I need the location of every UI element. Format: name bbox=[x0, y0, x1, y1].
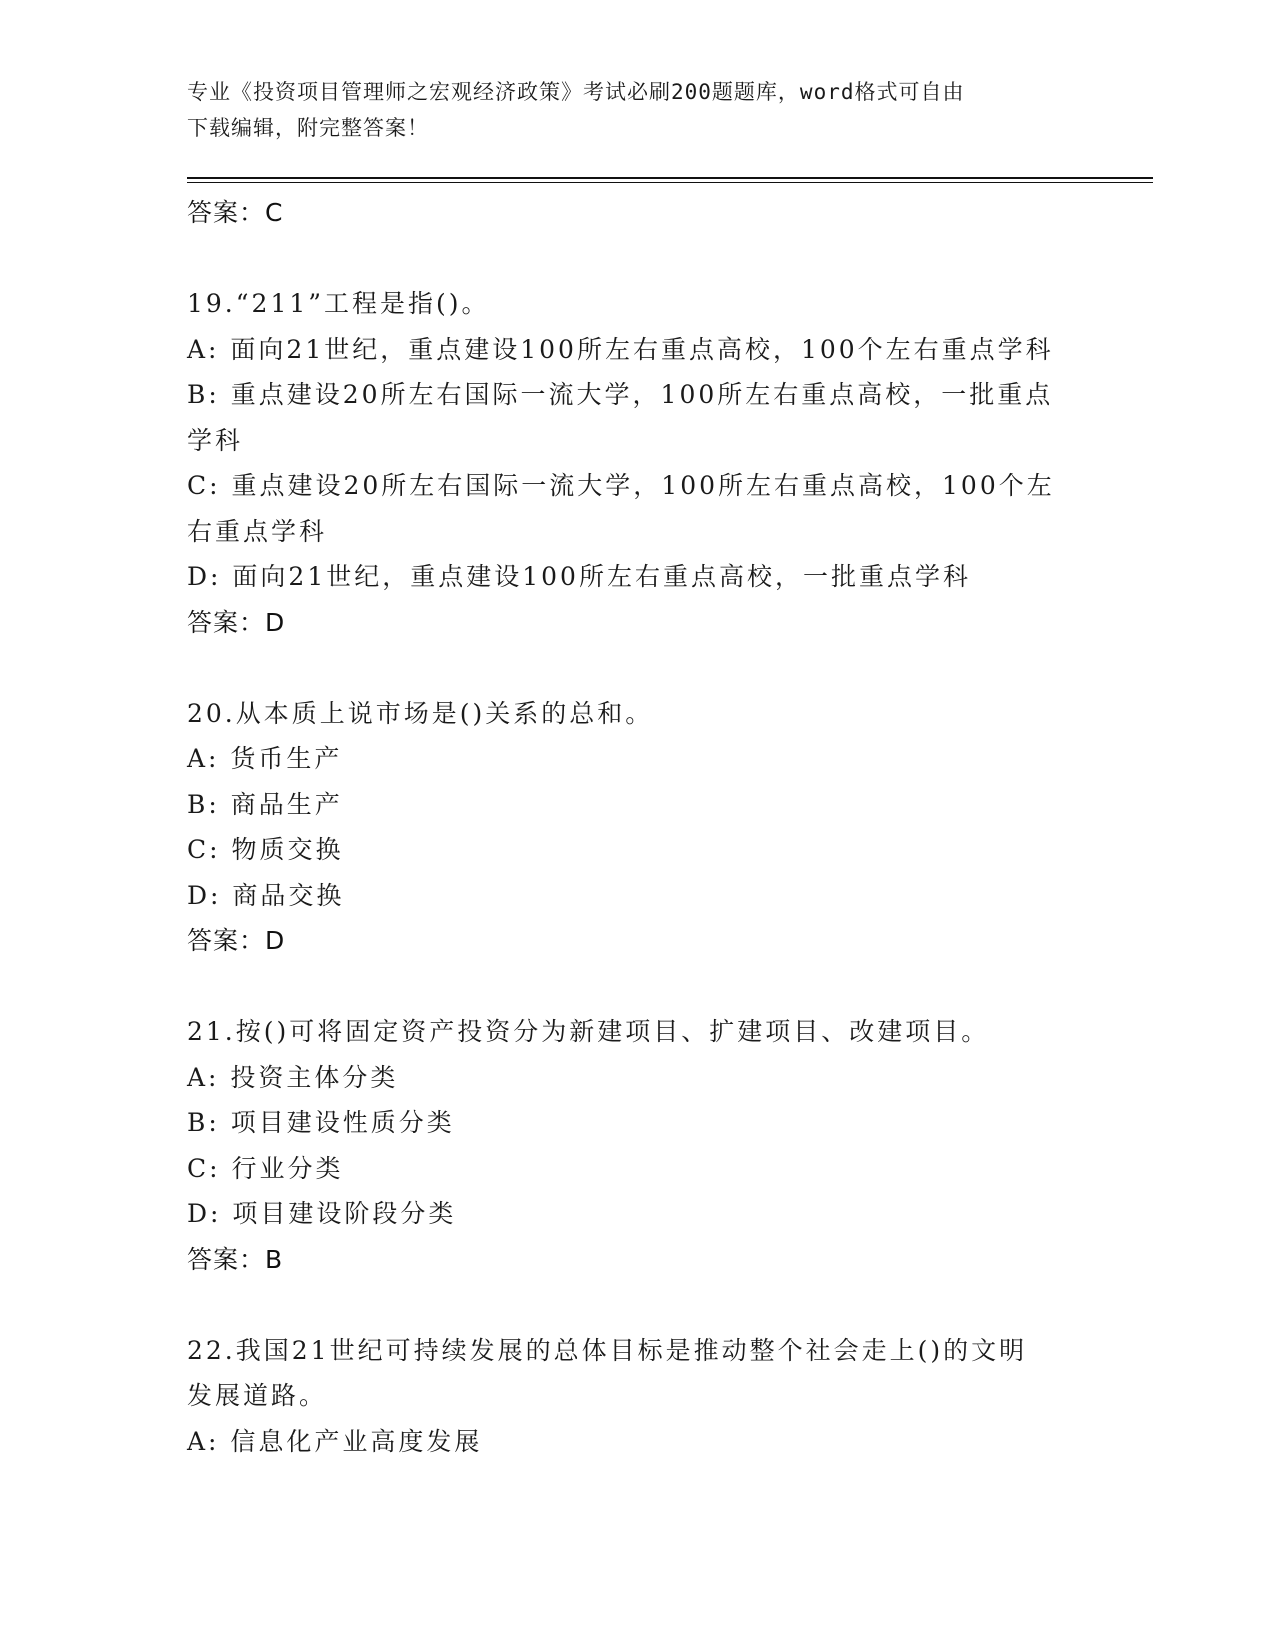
option-d: D: 商品交换 bbox=[187, 880, 345, 910]
answer-line: 答案：D bbox=[187, 926, 286, 955]
question-stem: 22.我国21世纪可持续发展的总体目标是推动整个社会走上()的文明 bbox=[187, 1335, 1028, 1365]
option-d: D: 面向21世纪，重点建设100所左右重点高校，一批重点学科 bbox=[187, 562, 971, 591]
document-header bbox=[187, 74, 1067, 146]
question-stem: 19.“211”工程是指()。 bbox=[187, 289, 490, 318]
option-a: A: 投资主体分类 bbox=[187, 1062, 399, 1092]
option-b: B: 项目建设性质分类 bbox=[187, 1108, 455, 1137]
option-c-continued: 右重点学科 bbox=[187, 516, 328, 546]
option-a: A: 货币生产 bbox=[187, 744, 343, 773]
question-19 bbox=[187, 281, 1087, 645]
question-list bbox=[187, 190, 1087, 1464]
header-line-2: 下载编辑，附完整答案！ bbox=[187, 116, 429, 140]
header-divider-thin bbox=[187, 182, 1153, 183]
header-line-1: 专业《投资项目管理师之宏观经济政策》考试必刷200题题库，word格式可自由 bbox=[187, 80, 965, 104]
answer-line: 答案：C bbox=[187, 198, 284, 227]
spacer bbox=[187, 1282, 1087, 1328]
option-c: C: 行业分类 bbox=[187, 1153, 344, 1183]
option-c: C: 物质交换 bbox=[187, 835, 344, 864]
question-22 bbox=[187, 1328, 1087, 1465]
spacer bbox=[187, 645, 1087, 691]
question-20 bbox=[187, 691, 1087, 964]
question-stem: 20.从本质上说市场是()关系的总和。 bbox=[187, 698, 654, 728]
question-stem: 21.按()可将固定资产投资分为新建项目、扩建项目、改建项目。 bbox=[187, 1017, 990, 1046]
answer-line: 答案：D bbox=[187, 607, 286, 637]
question-stem-continued: 发展道路。 bbox=[187, 1381, 328, 1410]
option-b: B: 商品生产 bbox=[187, 789, 343, 819]
question-21 bbox=[187, 1009, 1087, 1282]
option-a: A: 面向21世纪，重点建设100所左右重点高校，100个左右重点学科 bbox=[187, 334, 1054, 364]
option-b-continued: 学科 bbox=[187, 425, 244, 455]
spacer bbox=[187, 964, 1087, 1010]
option-a: A: 信息化产业高度发展 bbox=[187, 1426, 483, 1456]
answer-line: 答案：B bbox=[187, 1244, 284, 1274]
option-b: B: 重点建设20所左右国际一流大学，100所左右重点高校，一批重点 bbox=[187, 380, 1054, 409]
header-divider-thick bbox=[187, 177, 1153, 179]
option-d: D: 项目建设阶段分类 bbox=[187, 1199, 457, 1228]
option-c: C: 重点建设20所左右国际一流大学，100所左右重点高校，100个左 bbox=[187, 471, 1055, 500]
spacer bbox=[187, 236, 1087, 282]
